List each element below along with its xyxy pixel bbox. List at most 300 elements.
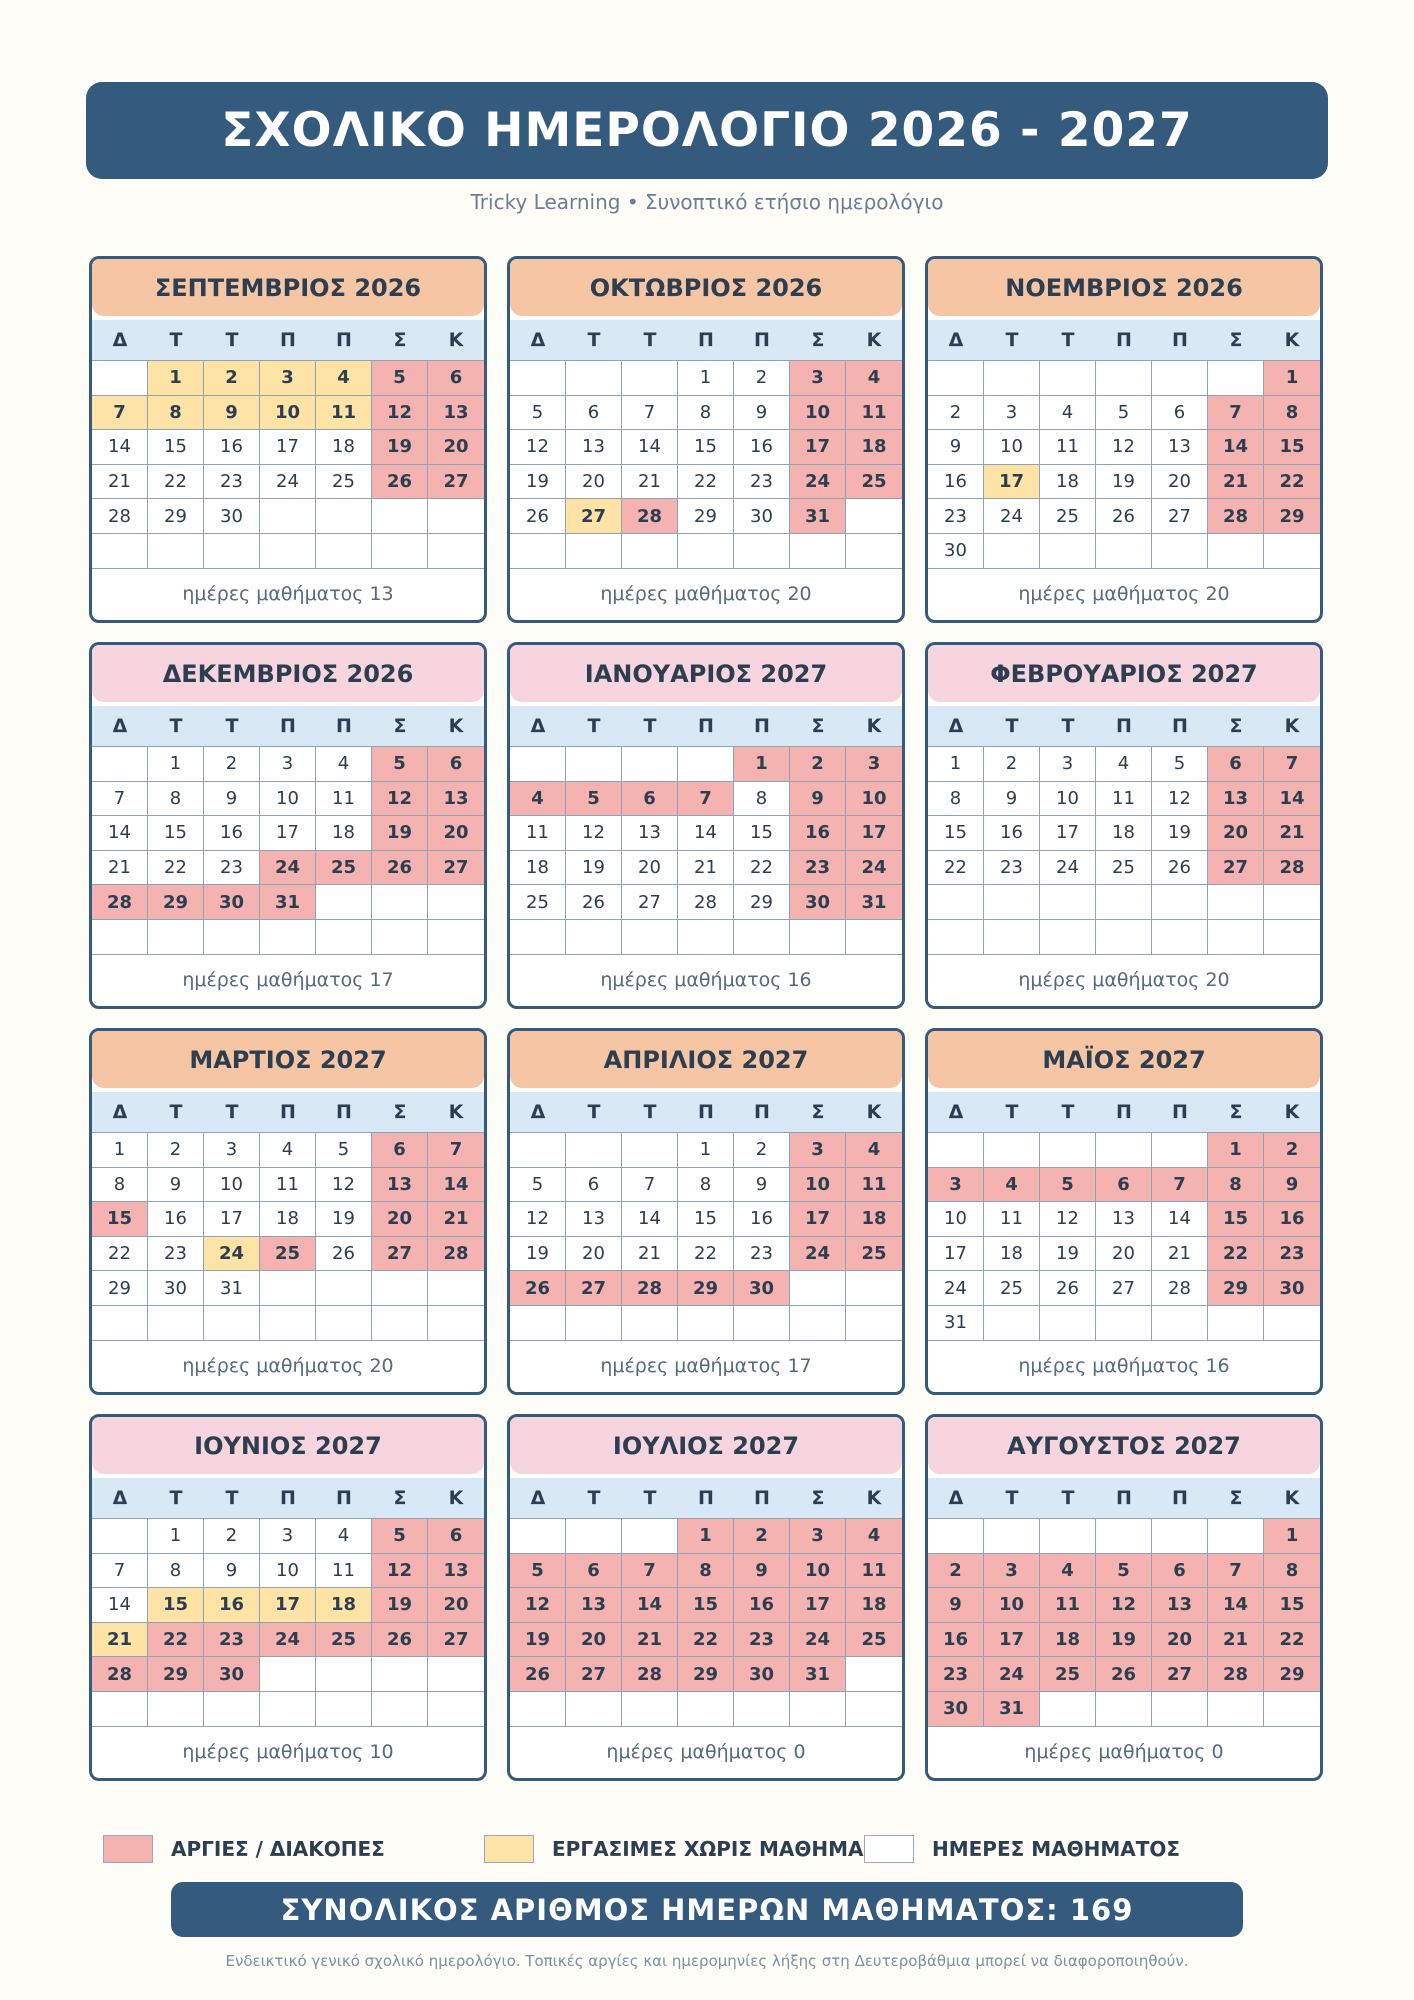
empty-cell (1208, 885, 1264, 920)
day-cell: 31 (260, 885, 316, 920)
day-cell: 25 (316, 465, 372, 500)
day-cell: 14 (1152, 1202, 1208, 1237)
day-cell: 11 (1096, 782, 1152, 817)
day-cell: 29 (148, 499, 204, 534)
day-cell: 18 (846, 1202, 902, 1237)
weekday-label: Δ (948, 715, 964, 737)
day-cell: 23 (1264, 1237, 1320, 1272)
weekday-label: Π (1116, 329, 1132, 351)
empty-cell (510, 1692, 566, 1727)
day-cell: 15 (734, 816, 790, 851)
empty-cell (428, 1271, 484, 1306)
day-cell: 19 (372, 1588, 428, 1623)
legend-label-holidays: ΑΡΓΙΕΣ / ΔΙΑΚΟΠΕΣ (171, 1837, 385, 1861)
day-cell: 30 (1264, 1271, 1320, 1306)
day-cell: 15 (148, 430, 204, 465)
weekday-header (92, 1092, 484, 1132)
month-title: ΦΕΒΡΟΥΑΡΙΟΣ 2027 (928, 645, 1320, 702)
day-cell: 23 (204, 465, 260, 500)
day-cell: 20 (372, 1202, 428, 1237)
empty-cell (566, 747, 622, 782)
empty-cell (678, 747, 734, 782)
empty-cell (510, 920, 566, 955)
day-cell: 14 (92, 816, 148, 851)
day-cell: 17 (790, 430, 846, 465)
day-cell: 10 (1040, 782, 1096, 817)
legend-no-teaching (484, 1834, 863, 1864)
weekday-label: Τ (225, 1101, 239, 1123)
day-cell: 3 (984, 1554, 1040, 1589)
day-cell: 3 (204, 1133, 260, 1168)
empty-cell (428, 920, 484, 955)
day-cell: 28 (92, 499, 148, 534)
day-cell: 29 (734, 885, 790, 920)
day-cell: 7 (1264, 747, 1320, 782)
day-cell: 29 (678, 499, 734, 534)
day-cell: 13 (428, 396, 484, 431)
day-cell: 22 (928, 851, 984, 886)
day-cell: 26 (1096, 1657, 1152, 1692)
day-cell: 10 (790, 1168, 846, 1203)
day-cell: 17 (260, 430, 316, 465)
empty-cell (372, 1657, 428, 1692)
day-cell: 6 (1208, 747, 1264, 782)
empty-cell (1152, 1519, 1208, 1554)
weekday-label: Π (336, 1487, 352, 1509)
month-title: ΙΟΥΛΙΟΣ 2027 (510, 1417, 902, 1474)
weekday-label: Δ (948, 1101, 964, 1123)
empty-cell (678, 1306, 734, 1341)
day-cell: 11 (1040, 1588, 1096, 1623)
weekday-header (510, 1478, 902, 1518)
weekday-label: Π (280, 1487, 296, 1509)
teaching-days-count: ημέρες μαθήματος 0 (606, 1741, 806, 1763)
weekday-label: Π (754, 1487, 770, 1509)
day-cell: 18 (1040, 1623, 1096, 1658)
day-cell: 21 (1152, 1237, 1208, 1272)
day-cell: 12 (566, 816, 622, 851)
empty-cell (1264, 1692, 1320, 1727)
day-cell: 3 (846, 747, 902, 782)
day-cell: 28 (92, 1657, 148, 1692)
empty-cell (260, 1271, 316, 1306)
empty-cell (1096, 361, 1152, 396)
day-cell: 5 (372, 1519, 428, 1554)
day-cell: 29 (1264, 1657, 1320, 1692)
legend-holidays (103, 1834, 385, 1864)
empty-cell (92, 1306, 148, 1341)
day-cell: 12 (1040, 1202, 1096, 1237)
weekday-label: Τ (1005, 715, 1019, 737)
month-title: ΔΕΚΕΜΒΡΙΟΣ 2026 (92, 645, 484, 702)
day-cell: 11 (260, 1168, 316, 1203)
teaching-days-count: ημέρες μαθήματος 20 (182, 1355, 394, 1377)
day-cell: 26 (372, 1623, 428, 1658)
day-cell: 19 (1096, 465, 1152, 500)
day-cell: 31 (984, 1692, 1040, 1727)
day-cell: 20 (1152, 1623, 1208, 1658)
day-cell: 13 (1208, 782, 1264, 817)
weekday-label: Π (280, 329, 296, 351)
day-cell: 24 (790, 1237, 846, 1272)
day-cell: 10 (928, 1202, 984, 1237)
day-cell: 9 (734, 1554, 790, 1589)
empty-cell (846, 920, 902, 955)
day-cell: 25 (984, 1271, 1040, 1306)
month-title: ΙΟΥΝΙΟΣ 2027 (92, 1417, 484, 1474)
day-cell: 21 (622, 1237, 678, 1272)
weekday-label: Σ (811, 329, 825, 351)
day-cell: 13 (566, 1588, 622, 1623)
day-cell: 3 (790, 1519, 846, 1554)
weekday-header (928, 706, 1320, 746)
day-cell: 19 (1096, 1623, 1152, 1658)
day-cell: 14 (622, 1588, 678, 1623)
empty-cell (566, 1692, 622, 1727)
day-cell: 14 (1208, 430, 1264, 465)
empty-cell (622, 1692, 678, 1727)
day-cell: 1 (928, 747, 984, 782)
weekday-label: Τ (1005, 329, 1019, 351)
day-cell: 6 (566, 1554, 622, 1589)
empty-cell (92, 920, 148, 955)
empty-cell (260, 1306, 316, 1341)
footnote: Ενδεικτικό γενικό σχολικό ημερολόγιο. Τοπικές αργίες και ημερομηνίες λήξης στη Δευτεροβάθμια μπορεί να διαφοροποιηθούν. (225, 1952, 1189, 1970)
empty-cell (260, 1657, 316, 1692)
day-cell: 5 (510, 1554, 566, 1589)
teaching-days-count: ημέρες μαθήματος 20 (1018, 969, 1230, 991)
empty-cell (372, 885, 428, 920)
empty-cell (566, 920, 622, 955)
day-cell: 4 (1040, 1554, 1096, 1589)
day-cell: 25 (846, 1237, 902, 1272)
empty-cell (316, 920, 372, 955)
day-cell: 2 (984, 747, 1040, 782)
teaching-days-count: ημέρες μαθήματος 16 (1018, 1355, 1230, 1377)
day-cell: 9 (1264, 1168, 1320, 1203)
weekday-label: Π (1172, 329, 1188, 351)
day-cell: 4 (316, 361, 372, 396)
legend-label-no-teaching: ΕΡΓΑΣΙΜΕΣ ΧΩΡΙΣ ΜΑΘΗΜΑ (552, 1837, 864, 1861)
day-cell: 9 (204, 1554, 260, 1589)
day-cell: 26 (510, 499, 566, 534)
day-cell: 9 (928, 430, 984, 465)
day-cell: 17 (260, 1588, 316, 1623)
teaching-days-count: ημέρες μαθήματος 16 (600, 969, 812, 991)
empty-cell (372, 534, 428, 569)
weekday-label: Κ (1284, 1487, 1300, 1509)
empty-cell (1096, 1306, 1152, 1341)
empty-cell (260, 534, 316, 569)
day-grid (92, 1132, 484, 1341)
day-cell: 23 (790, 851, 846, 886)
day-cell: 14 (1264, 782, 1320, 817)
day-cell: 16 (790, 816, 846, 851)
day-cell: 18 (1096, 816, 1152, 851)
day-cell: 14 (622, 430, 678, 465)
day-cell: 4 (984, 1168, 1040, 1203)
day-cell: 23 (204, 851, 260, 886)
weekday-label: Τ (643, 1487, 657, 1509)
day-cell: 10 (984, 430, 1040, 465)
day-cell: 17 (790, 1202, 846, 1237)
day-cell: 18 (846, 1588, 902, 1623)
day-cell: 25 (1040, 1657, 1096, 1692)
weekday-label: Τ (1005, 1101, 1019, 1123)
day-cell: 18 (316, 430, 372, 465)
day-cell: 19 (510, 1237, 566, 1272)
day-cell: 26 (510, 1271, 566, 1306)
empty-cell (510, 1306, 566, 1341)
weekday-label: Κ (448, 1101, 464, 1123)
day-cell: 23 (984, 851, 1040, 886)
day-cell: 8 (148, 1554, 204, 1589)
day-cell: 4 (316, 1519, 372, 1554)
day-cell: 8 (148, 396, 204, 431)
day-cell: 27 (1152, 1657, 1208, 1692)
empty-cell (622, 1133, 678, 1168)
empty-cell (92, 1692, 148, 1727)
day-cell: 16 (734, 430, 790, 465)
day-cell: 13 (372, 1168, 428, 1203)
empty-cell (372, 499, 428, 534)
weekday-label: Π (698, 1101, 714, 1123)
day-cell: 4 (846, 1133, 902, 1168)
day-cell: 19 (1152, 816, 1208, 851)
empty-cell (372, 920, 428, 955)
day-cell: 17 (204, 1202, 260, 1237)
day-cell: 18 (316, 816, 372, 851)
day-cell: 12 (1152, 782, 1208, 817)
month-title: ΟΚΤΩΒΡΙΟΣ 2026 (510, 259, 902, 316)
day-cell: 21 (428, 1202, 484, 1237)
day-cell: 27 (372, 1237, 428, 1272)
day-cell: 14 (92, 1588, 148, 1623)
day-cell: 25 (316, 1623, 372, 1658)
day-cell: 27 (566, 1657, 622, 1692)
day-cell: 11 (316, 1554, 372, 1589)
day-cell: 16 (204, 1588, 260, 1623)
day-cell: 23 (148, 1237, 204, 1272)
legend-swatch-no-teaching (484, 1835, 534, 1863)
weekday-label: Κ (866, 1487, 882, 1509)
day-cell: 27 (1096, 1271, 1152, 1306)
day-cell: 7 (92, 782, 148, 817)
day-cell: 28 (1208, 499, 1264, 534)
weekday-label: Κ (866, 715, 882, 737)
day-cell: 30 (204, 499, 260, 534)
day-cell: 24 (1040, 851, 1096, 886)
day-cell: 30 (928, 534, 984, 569)
empty-cell (984, 920, 1040, 955)
empty-cell (846, 1271, 902, 1306)
empty-cell (678, 534, 734, 569)
day-cell: 1 (678, 1133, 734, 1168)
day-cell: 17 (260, 816, 316, 851)
weekday-label: Κ (1284, 329, 1300, 351)
weekday-label: Τ (225, 329, 239, 351)
day-cell: 3 (260, 747, 316, 782)
day-cell: 23 (734, 465, 790, 500)
day-cell: 21 (1208, 1623, 1264, 1658)
day-cell: 11 (316, 782, 372, 817)
empty-cell (372, 1271, 428, 1306)
empty-cell (1208, 1519, 1264, 1554)
weekday-label: Π (1116, 1487, 1132, 1509)
weekday-label: Σ (393, 329, 407, 351)
day-cell: 15 (1264, 1588, 1320, 1623)
empty-cell (1264, 885, 1320, 920)
day-cell: 15 (148, 816, 204, 851)
day-cell: 1 (1264, 1519, 1320, 1554)
day-cell: 6 (428, 747, 484, 782)
empty-cell (510, 534, 566, 569)
day-cell: 31 (846, 885, 902, 920)
day-cell: 13 (428, 1554, 484, 1589)
day-cell: 24 (984, 1657, 1040, 1692)
day-cell: 2 (1264, 1133, 1320, 1168)
weekday-label: Π (336, 1101, 352, 1123)
day-cell: 9 (790, 782, 846, 817)
weekday-label: Σ (393, 1101, 407, 1123)
weekday-label: Π (754, 329, 770, 351)
empty-cell (678, 920, 734, 955)
weekday-label: Π (1172, 1101, 1188, 1123)
weekday-label: Π (698, 715, 714, 737)
weekday-label: Τ (1061, 329, 1075, 351)
empty-cell (734, 920, 790, 955)
weekday-label: Τ (587, 715, 601, 737)
weekday-label: Τ (169, 1101, 183, 1123)
day-cell: 12 (372, 1554, 428, 1589)
day-cell: 16 (928, 465, 984, 500)
legend-swatch-holidays (103, 1835, 153, 1863)
weekday-label: Τ (587, 1487, 601, 1509)
day-cell: 3 (984, 396, 1040, 431)
weekday-label: Κ (1284, 1101, 1300, 1123)
day-cell: 13 (1152, 430, 1208, 465)
day-cell: 2 (204, 361, 260, 396)
day-cell: 3 (1040, 747, 1096, 782)
empty-cell (566, 361, 622, 396)
day-cell: 7 (1208, 396, 1264, 431)
day-cell: 7 (1208, 1554, 1264, 1589)
empty-cell (260, 920, 316, 955)
weekday-label: Π (280, 715, 296, 737)
month-card (89, 256, 487, 623)
day-cell: 6 (428, 1519, 484, 1554)
empty-cell (984, 885, 1040, 920)
empty-cell (148, 920, 204, 955)
day-cell: 29 (1264, 499, 1320, 534)
empty-cell (316, 885, 372, 920)
day-cell: 24 (846, 851, 902, 886)
day-cell: 5 (566, 782, 622, 817)
empty-cell (1096, 534, 1152, 569)
day-cell: 28 (428, 1237, 484, 1272)
weekday-header (510, 706, 902, 746)
day-cell: 8 (678, 1554, 734, 1589)
day-cell: 18 (260, 1202, 316, 1237)
day-cell: 30 (790, 885, 846, 920)
day-cell: 2 (148, 1133, 204, 1168)
day-cell: 26 (1096, 499, 1152, 534)
day-cell: 10 (846, 782, 902, 817)
weekday-label: Σ (393, 715, 407, 737)
day-cell: 8 (92, 1168, 148, 1203)
day-cell: 23 (734, 1623, 790, 1658)
day-cell: 24 (260, 851, 316, 886)
day-cell: 29 (678, 1657, 734, 1692)
day-cell: 1 (1264, 361, 1320, 396)
day-cell: 17 (984, 1623, 1040, 1658)
day-cell: 6 (372, 1133, 428, 1168)
day-cell: 7 (92, 1554, 148, 1589)
day-cell: 11 (984, 1202, 1040, 1237)
empty-cell (148, 1306, 204, 1341)
day-cell: 21 (92, 1623, 148, 1658)
day-cell: 16 (734, 1588, 790, 1623)
day-cell: 25 (846, 1623, 902, 1658)
empty-cell (260, 499, 316, 534)
day-cell: 24 (928, 1271, 984, 1306)
day-cell: 14 (678, 816, 734, 851)
day-cell: 17 (928, 1237, 984, 1272)
month-title: ΙΑΝΟΥΑΡΙΟΣ 2027 (510, 645, 902, 702)
day-cell: 27 (428, 465, 484, 500)
day-cell: 25 (1096, 851, 1152, 886)
day-cell: 10 (790, 1554, 846, 1589)
empty-cell (566, 1519, 622, 1554)
weekday-header (92, 320, 484, 360)
day-cell: 31 (204, 1271, 260, 1306)
empty-cell (1152, 1306, 1208, 1341)
day-grid (510, 1132, 902, 1341)
day-cell: 10 (260, 396, 316, 431)
empty-cell (510, 361, 566, 396)
day-cell: 1 (678, 361, 734, 396)
day-cell: 22 (678, 1237, 734, 1272)
day-cell: 6 (1096, 1168, 1152, 1203)
empty-cell (928, 1133, 984, 1168)
day-cell: 19 (372, 816, 428, 851)
empty-cell (1096, 920, 1152, 955)
day-cell: 20 (428, 1588, 484, 1623)
empty-cell (1152, 885, 1208, 920)
empty-cell (566, 1133, 622, 1168)
day-cell: 22 (734, 851, 790, 886)
day-cell: 31 (790, 499, 846, 534)
day-cell: 21 (622, 1623, 678, 1658)
empty-cell (510, 747, 566, 782)
day-cell: 7 (622, 1554, 678, 1589)
weekday-header (92, 706, 484, 746)
day-cell: 4 (260, 1133, 316, 1168)
teaching-days-count: ημέρες μαθήματος 0 (1024, 1741, 1224, 1763)
day-cell: 16 (204, 430, 260, 465)
empty-cell (1096, 1133, 1152, 1168)
day-cell: 13 (622, 816, 678, 851)
day-cell: 12 (372, 782, 428, 817)
day-cell: 21 (622, 465, 678, 500)
day-cell: 21 (1264, 816, 1320, 851)
day-cell: 18 (1040, 465, 1096, 500)
empty-cell (204, 1692, 260, 1727)
day-cell: 8 (678, 396, 734, 431)
day-cell: 4 (846, 1519, 902, 1554)
day-cell: 10 (260, 1554, 316, 1589)
month-card (507, 1028, 905, 1395)
